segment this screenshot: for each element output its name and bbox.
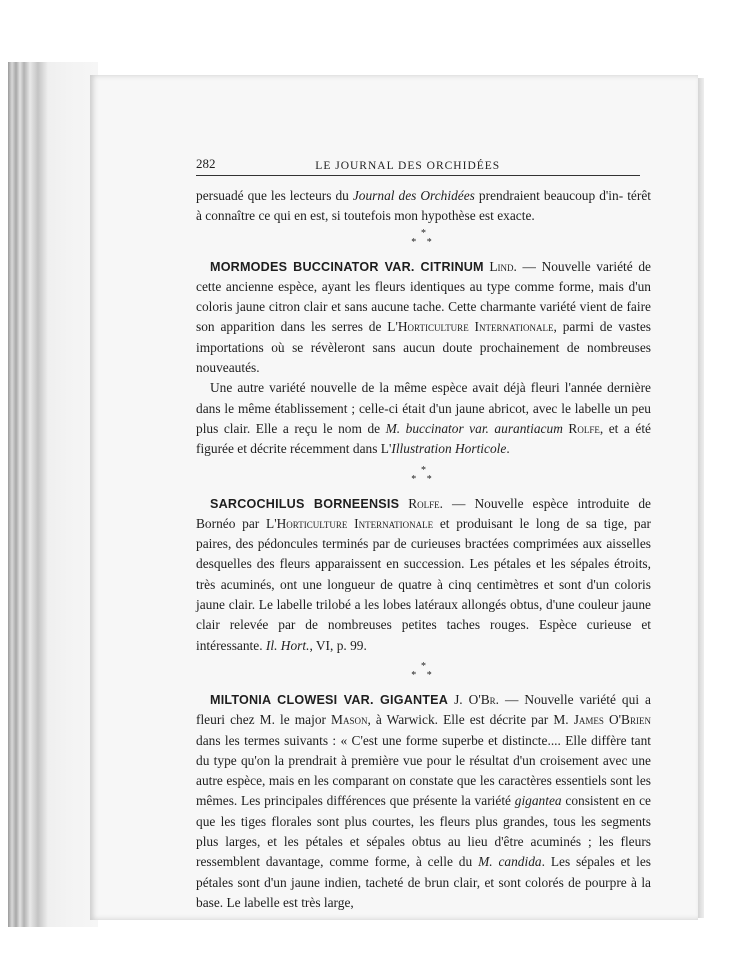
page-body bbox=[196, 186, 651, 913]
page-number: 282 bbox=[196, 156, 216, 171]
sarcochilus-title: SARCOCHILUS BORNEENSIS bbox=[210, 496, 400, 511]
book-page-edges bbox=[8, 62, 98, 927]
sarcochilus-author: Rolfe. bbox=[408, 495, 444, 511]
section-separator: * * * bbox=[411, 464, 436, 485]
running-header bbox=[196, 152, 640, 172]
section-separator: * * * bbox=[411, 227, 436, 248]
miltonia-paragraph: MILTONIA CLOWESI VAR. GIGANTEA J. O'Br. — Nouvelle variété qui a fleuri chez M. le major Mason, à Warwick. Elle est décrite par M. James O'Brien dans les termes suivants : « C'est une forme superbe et distincte.... Elle diffère tant du type qu'on la prendrait à première vue pour le résultat d'un croisement avec une autre espèce, mais en les comparant on constate que les caractères essentiels sont les mêmes. Les principales différences que présente la variété gigantea consistent en ce que les tiges florales sont plus courtes, les fleurs plus grandes, tous les segments plus larges, et les pétales et sépales obtus au lieu d'être acuminés ; les fleurs ressemblent davantage, comme forme, à celle du M. candida. Les sépales et les pétales sont d'un jaune indien, tacheté de brun clair, et sont colorés de pourpre à la base. Le labelle est très large, bbox=[196, 691, 652, 910]
intro-paragraph: persuadé que les lecteurs du Journal des Orchidées prendraient beaucoup d'in- térêt à connaître ce qui en est, si toutefois mon hypothèse est exacte. bbox=[196, 188, 651, 224]
journal-title: Journal des Orchidées bbox=[352, 188, 475, 203]
miltonia-author: J. O'Br. bbox=[454, 691, 500, 707]
running-title: LE JOURNAL DES ORCHIDÉES bbox=[315, 160, 501, 172]
mormodes-paragraph: MORMODES BUCCINATOR VAR. CITRINUM Lind. — Nouvelle variété de cette ancienne espèce, ayant les fleurs identiques au type comme forme, mais d'un coloris jaune citron clair et sans aucune tache. Cette charmante variété vient de faire son apparition dans les serres de L'Horticulture Internationale, parmi de vastes importations où se révèleront sans aucun doute prochainement de nombreuses nouveautés. bbox=[196, 258, 652, 376]
section-separator: * * * bbox=[411, 660, 436, 681]
page-right-edge bbox=[698, 78, 704, 918]
sarcochilus-paragraph: SARCOCHILUS BORNEENSIS Rolfe. — Nouvelle espèce introduite de Bornéo par L'Horticulture Internationale et produisant le long de sa tige, par paires, des pédoncules terminés par de curieuses bractées comprimées aux aisselles desquelles des fleurs apparaissent en succession. Les pétales et les sépales étroits, très acuminés, ont une longueur de quatre à cinq centimètres et sont d'un coloris jaune clair. Le labelle trilobé a les lobes latéraux allongés obtus, d'une couleur jaune clair relevée par de nombreuses petites taches rouges. Espèce curieuse et intéressante. Il. Hort., VI, p. 99. bbox=[196, 495, 652, 653]
mormodes-title: MORMODES BUCCINATOR VAR. CITRINUM bbox=[210, 259, 484, 274]
mormodes-author: Lind. bbox=[489, 258, 517, 274]
miltonia-title: MILTONIA CLOWESI VAR. GIGANTEA bbox=[210, 692, 449, 707]
mormodes-paragraph-2: Une autre variété nouvelle de la même espèce avait déjà fleuri l'année dernière dans le même établissement ; celle-ci était d'un jaune abricot, avec le labelle un peu plus clair. Elle a reçu le nom de M. buccinator var. aurantiacum Rolfe, et a été figurée et décrite récemment dans L'Illustration Horticole. bbox=[196, 380, 651, 457]
header-rule bbox=[196, 175, 640, 176]
